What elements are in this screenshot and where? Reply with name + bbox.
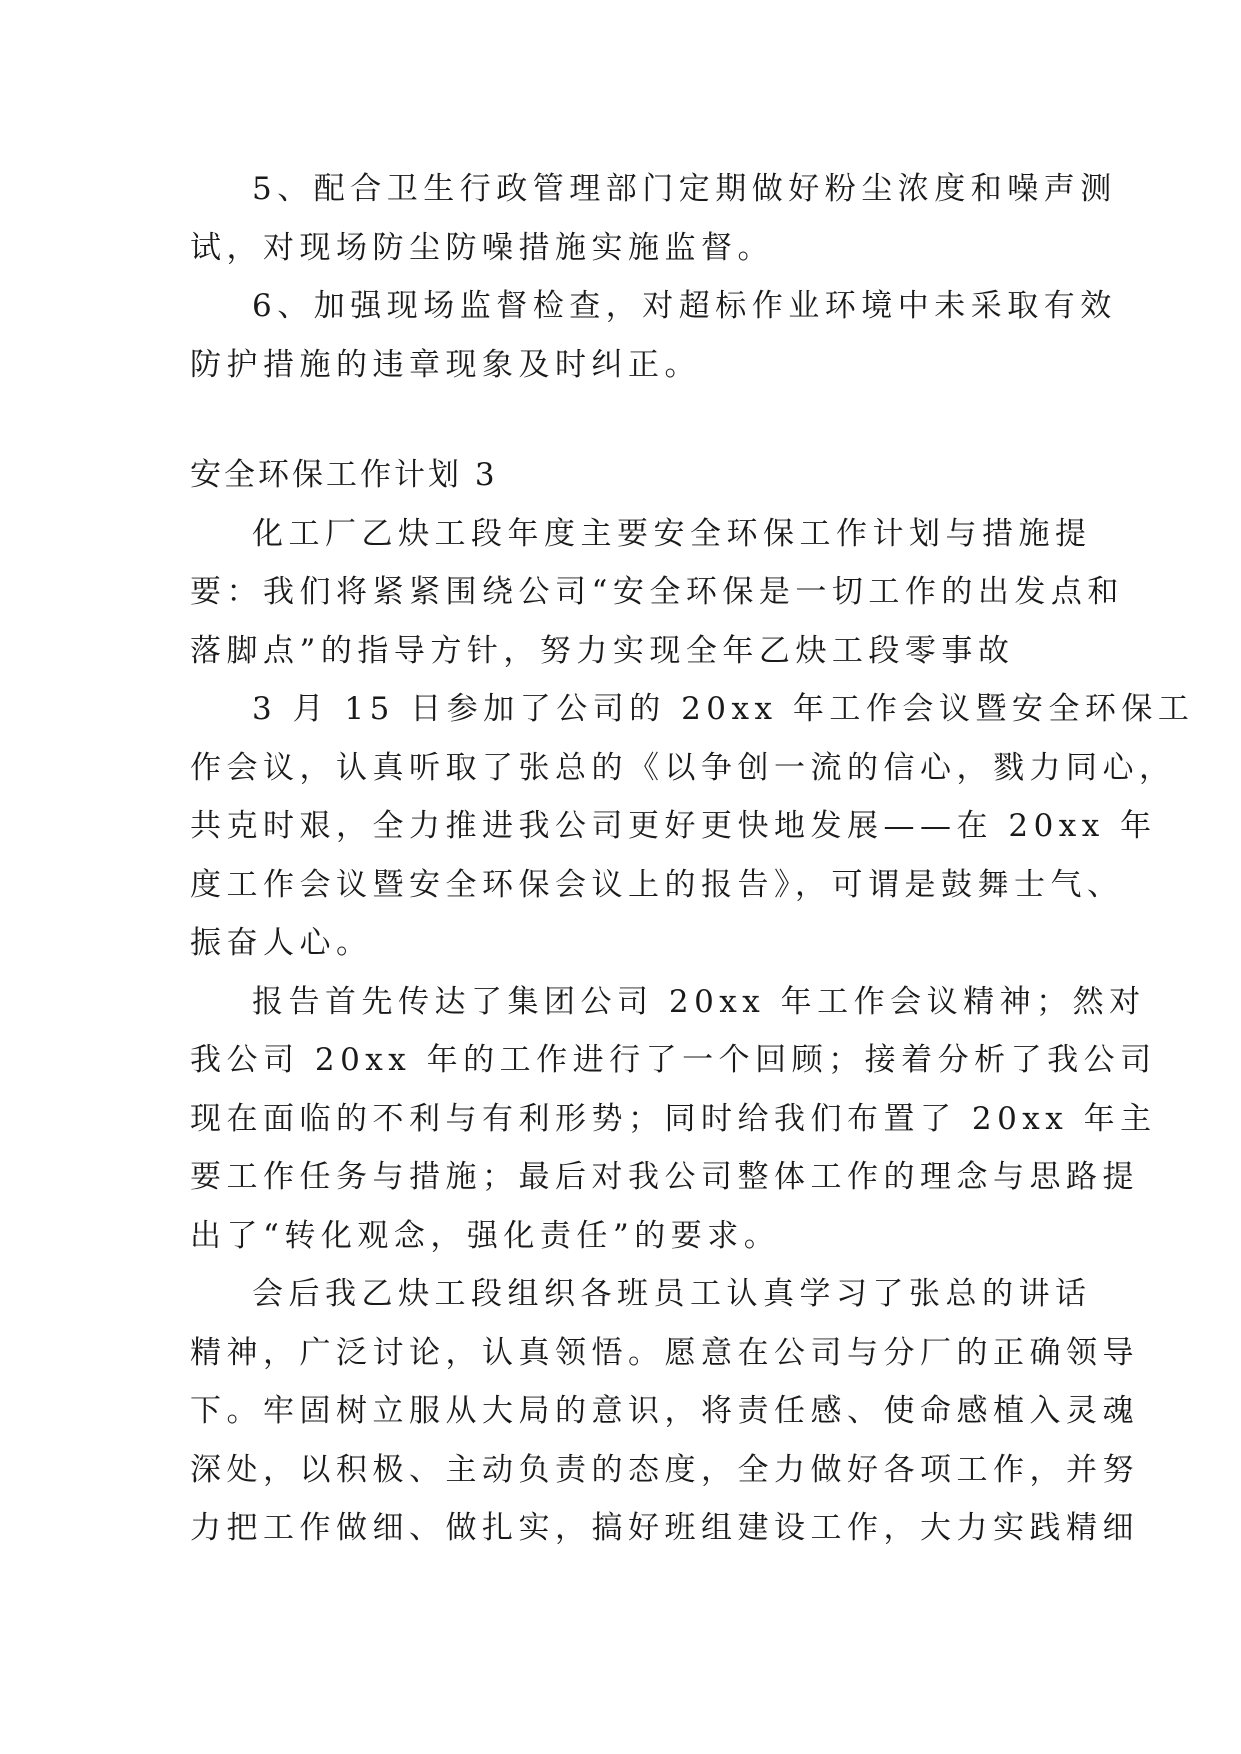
text-line: 振奋人心。 bbox=[190, 925, 373, 961]
text-line: 试，对现场防尘防噪措施实施监督。 bbox=[190, 229, 774, 266]
paragraph-item-5 bbox=[190, 160, 1117, 277]
text-line: 报告首先传达了集团公司 20xx 年工作会议精神；然对 bbox=[252, 983, 1146, 1020]
paragraph-item-6 bbox=[190, 277, 1117, 394]
document-body bbox=[190, 160, 1195, 1558]
text-line: 落脚点”的指导方针，努力实现全年乙炔工段零事故 bbox=[190, 632, 1015, 669]
text-line: 化工厂乙炔工段年度主要安全环保工作计划与措施提 bbox=[252, 515, 1092, 552]
text-line: 度工作会议暨安全环保会议上的报告》，可谓是鼓舞士气、 bbox=[190, 866, 1124, 903]
text-line: 现在面临的不利与有利形势；同时给我们布置了 20xx 年主 bbox=[190, 1100, 1157, 1137]
text-line: 会后我乙炔工段组织各班员工认真学习了张总的讲话 bbox=[252, 1276, 1092, 1312]
text-line: 作会议，认真听取了张总的《以争创一流的信心，戮力同心， bbox=[190, 749, 1176, 786]
paragraph-followup bbox=[190, 1265, 1139, 1558]
text-line: 下。牢固树立服从大局的意识，将责任感、使命感植入灵魂 bbox=[190, 1393, 1139, 1429]
text-line: 深处，以积极、主动负责的态度，全力做好各项工作，并努 bbox=[190, 1451, 1139, 1488]
text-line: 精神，广泛讨论，认真领悟。愿意在公司与分厂的正确领导 bbox=[190, 1334, 1139, 1371]
text-line: 5、配合卫生行政管理部门定期做好粉尘浓度和噪声测 bbox=[252, 171, 1117, 207]
text-line: 我公司 20xx 年的工作进行了一个回顾；接着分析了我公司 bbox=[190, 1042, 1157, 1078]
text-line: 共克时艰，全力推进我公司更好更快地发展——在 20xx 年 bbox=[190, 808, 1157, 844]
section-heading: 安全环保工作计划 3 bbox=[190, 457, 498, 493]
text-line: 要：我们将紧紧围绕公司“安全环保是一切工作的出发点和 bbox=[190, 574, 1124, 610]
paragraph-intro bbox=[190, 505, 1124, 681]
text-line: 力把工作做细、做扎实，搞好班组建设工作，大力实践精细 bbox=[190, 1510, 1139, 1546]
text-line: 防护措施的违章现象及时纠正。 bbox=[190, 346, 701, 383]
text-line: 出了“转化观念，强化责任”的要求。 bbox=[190, 1217, 781, 1254]
text-line: 要工作任务与措施；最后对我公司整体工作的理念与思路提 bbox=[190, 1159, 1139, 1195]
paragraph-meeting bbox=[190, 680, 1195, 973]
text-line: 3 月 15 日参加了公司的 20xx 年工作会议暨安全环保工 bbox=[252, 691, 1195, 727]
text-line: 6、加强现场监督检查，对超标作业环境中未采取有效 bbox=[252, 288, 1117, 324]
paragraph-report bbox=[190, 973, 1157, 1266]
